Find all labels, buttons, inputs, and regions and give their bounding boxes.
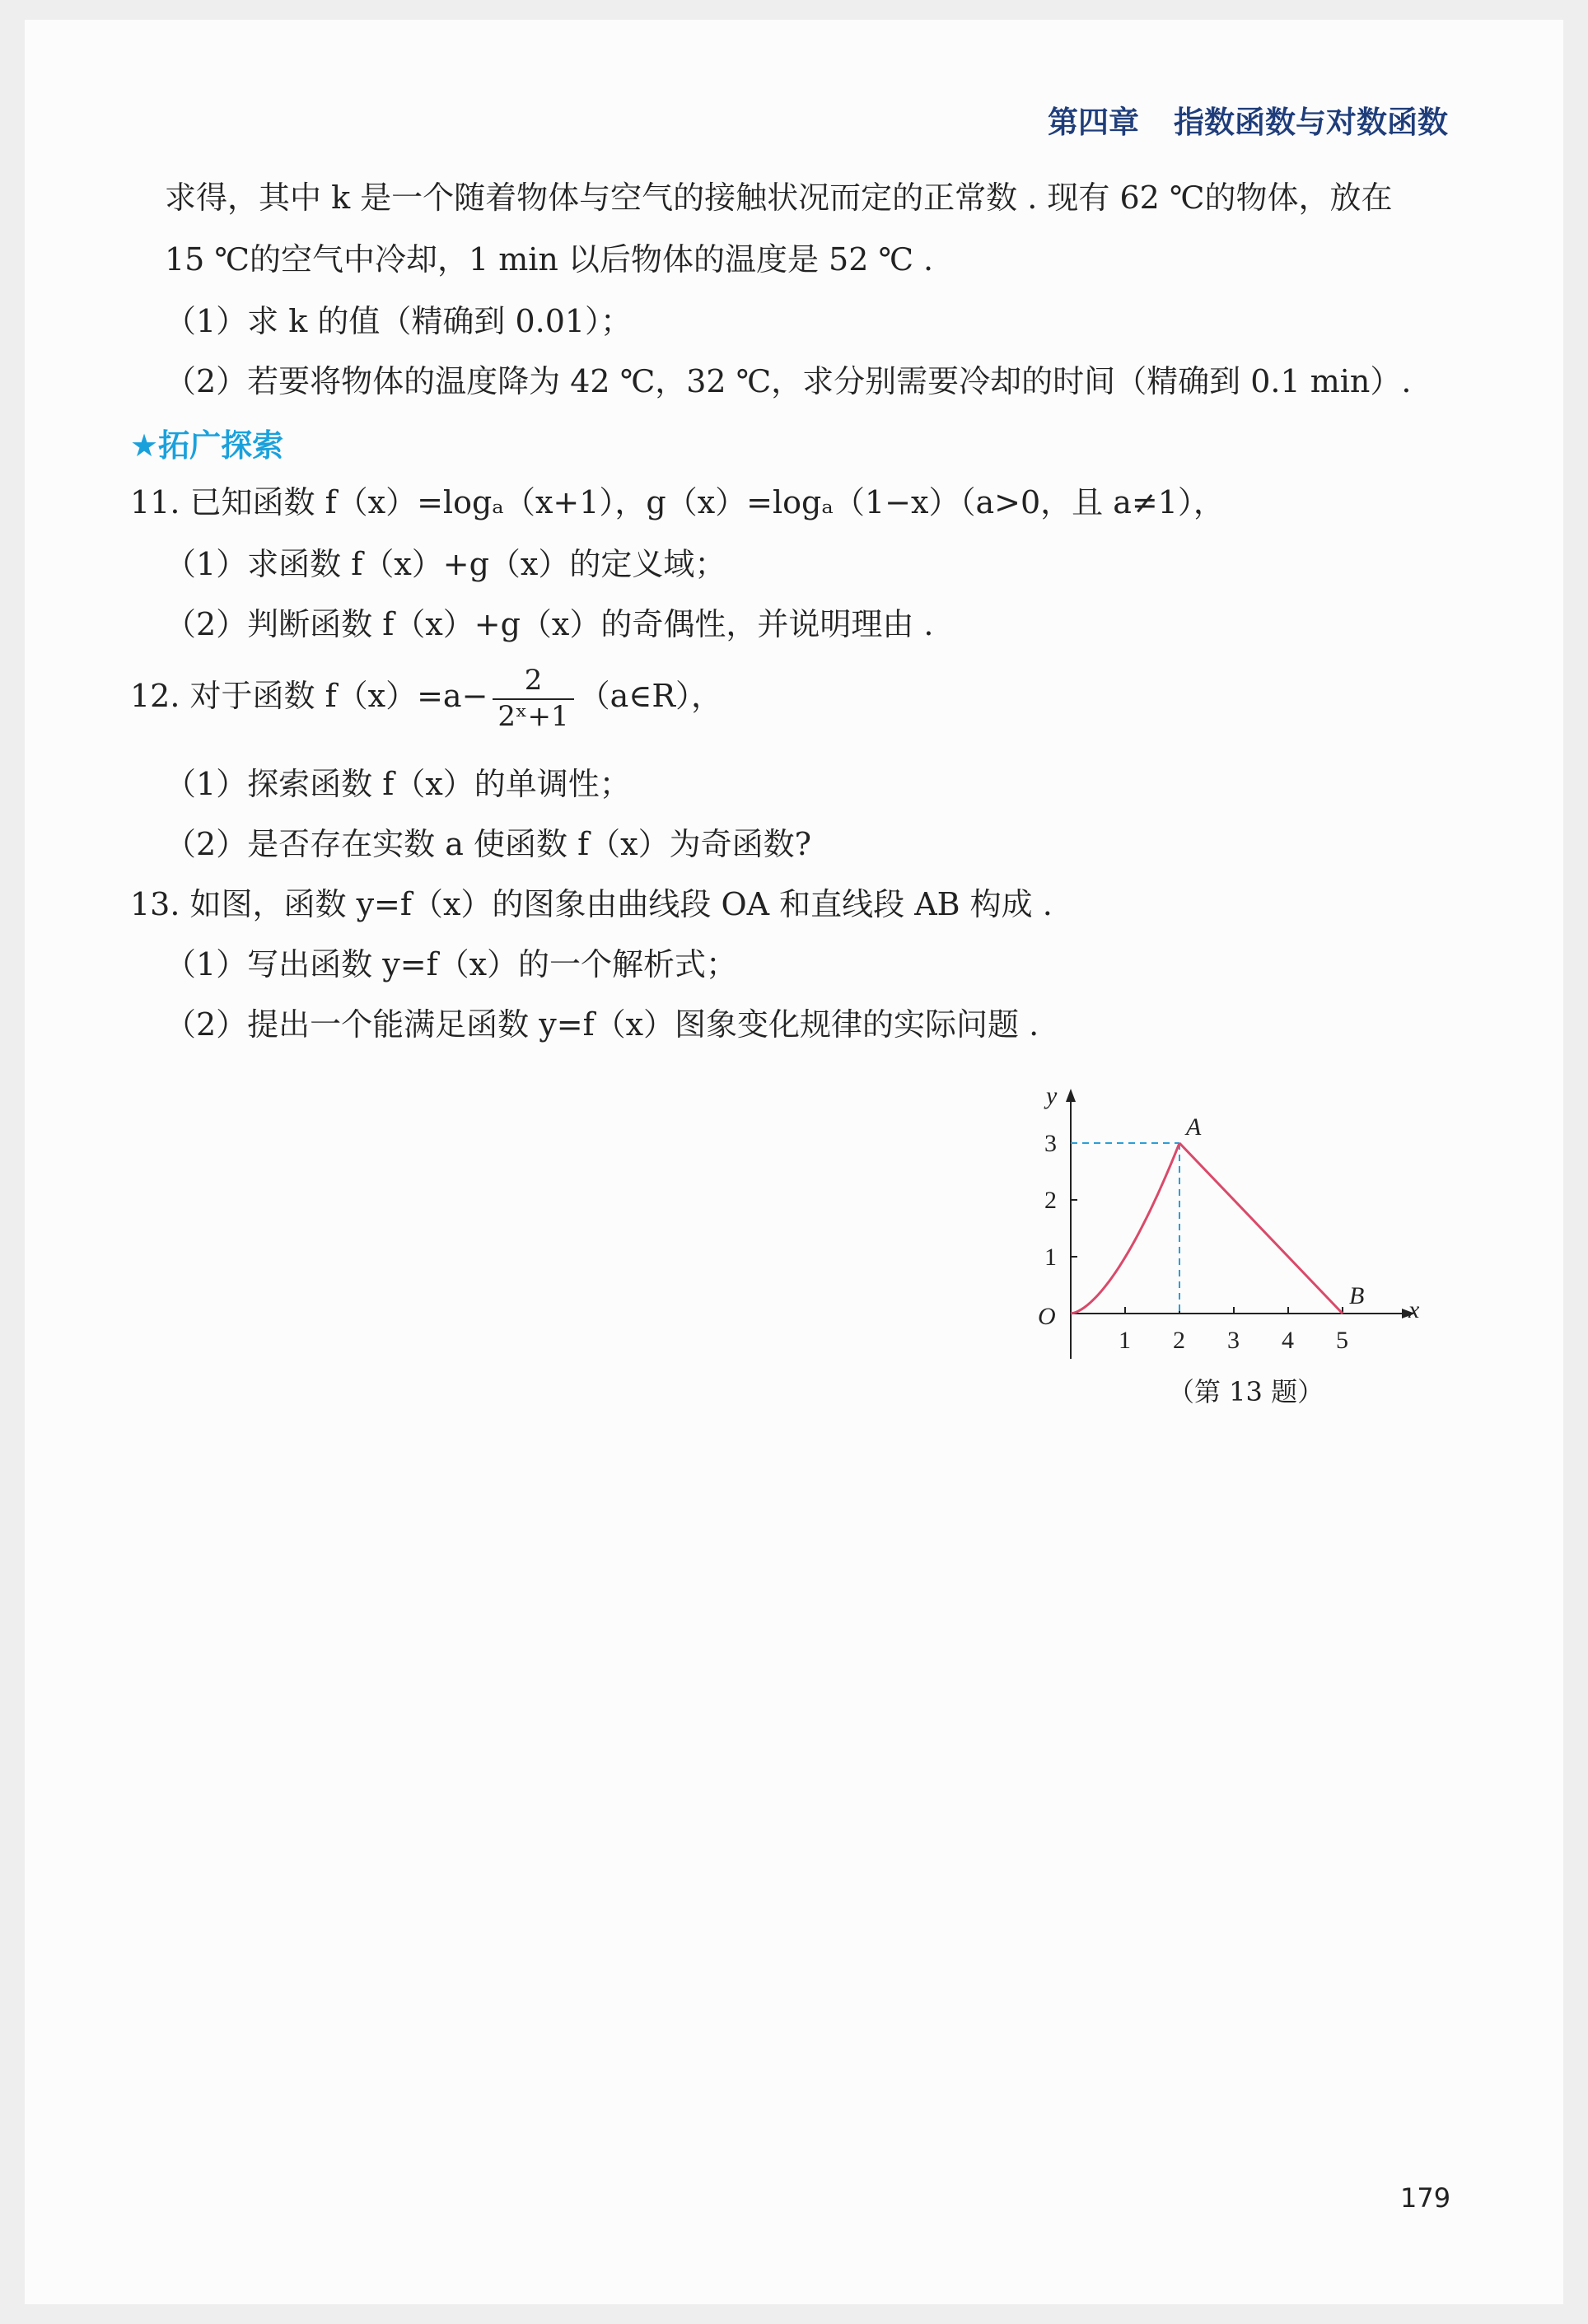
point-A-label: A (1186, 1113, 1202, 1141)
x-tick-label: 1 (1119, 1327, 1131, 1354)
problem-11-question-1: （1）求函数 f（x）+g（x）的定义域； (165, 546, 726, 582)
x-axis-label: x (1408, 1296, 1420, 1323)
continuation-line-1: 求得，其中 k 是一个随着物体与空气的接触状况而定的正常数 . 现有 62 ℃的物体，放在 (165, 180, 1393, 216)
chapter-header (1048, 97, 1448, 142)
line-segment-AB (1179, 1143, 1343, 1314)
y-axis-label: y (1046, 1082, 1058, 1109)
x-tick-label: 4 (1282, 1327, 1294, 1354)
y-axis-arrow-icon (1066, 1089, 1076, 1102)
section-heading-extension: ★拓广探索 (130, 427, 284, 464)
chapter-number: 第四章 (1048, 105, 1139, 140)
fraction-numerator: 2 (493, 665, 573, 699)
chapter-title: 指数函数与对数函数 (1174, 105, 1448, 140)
problem-12-stem-prefix: 12. 对于函数 f（x）=a− (130, 678, 488, 714)
continuation-line-2: 15 ℃的空气中冷却，1 min 以后物体的温度是 52 ℃ . (165, 241, 934, 278)
x-tick-label: 3 (1227, 1327, 1240, 1354)
problem-13-question-1: （1）写出函数 y=f（x）的一个解析式； (165, 946, 738, 982)
problem-12-fraction (493, 665, 573, 732)
problem-12-stem-suffix: （a∈R）， (578, 678, 722, 714)
point-B-label: B (1349, 1282, 1365, 1309)
x-tick-label: 5 (1336, 1327, 1348, 1354)
curve-segment-OA (1071, 1143, 1179, 1314)
fraction-denominator: 2ˣ+1 (497, 699, 569, 733)
problem-11-question-2: （2）判断函数 f（x）+g（x）的奇偶性，并说明理由 . (165, 606, 934, 642)
problem-13-stem: 13. 如图，函数 y=f（x）的图象由曲线段 OA 和直线段 AB 构成 . (130, 886, 1053, 922)
problem-12-question-2: （2）是否存在实数 a 使函数 f（x）为奇函数? (165, 826, 811, 862)
problem-12-question-1: （1）探索函数 f（x）的单调性； (165, 766, 631, 802)
continuation-question-1: （1）求 k 的值（精确到 0.01）； (165, 303, 633, 339)
origin-label: O (1038, 1303, 1056, 1330)
page-number: 179 (1400, 2182, 1451, 2214)
problem-12-stem (130, 659, 722, 733)
problem-13-question-2: （2）提出一个能满足函数 y=f（x）图象变化规律的实际问题 . (165, 1006, 1039, 1043)
figure-caption: （第 13 题） (1168, 1376, 1324, 1407)
problem-11-stem: 11. 已知函数 f（x）=logₐ（x+1），g（x）=logₐ（1−x）（a>0，且 a≠1）， (130, 484, 1225, 520)
y-tick-label: 3 (1044, 1130, 1057, 1157)
y-tick-label: 1 (1044, 1244, 1057, 1271)
continuation-question-2: （2）若要将物体的温度降为 42 ℃，32 ℃，求分别需要冷却的时间（精确到 0.1 min）. (165, 363, 1412, 399)
x-tick-label: 2 (1173, 1327, 1185, 1354)
y-tick-label: 2 (1044, 1187, 1057, 1214)
